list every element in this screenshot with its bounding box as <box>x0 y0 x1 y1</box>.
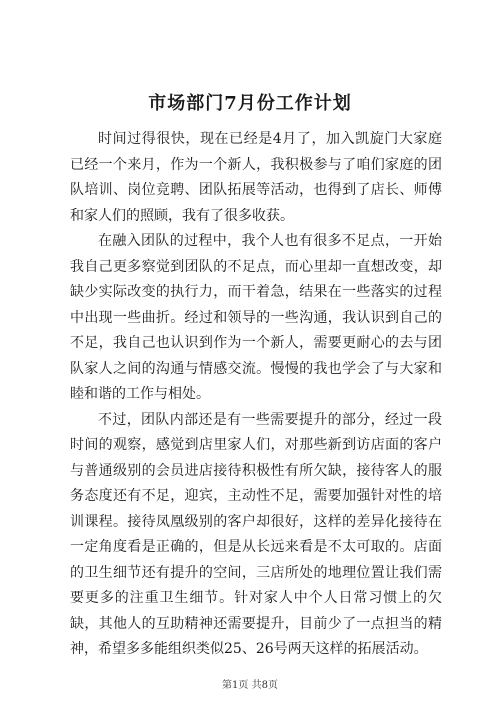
document-body <box>70 127 442 663</box>
paragraph-1: 时间过得很快，现在已经是4月了，加入凯旋门大家庭已经一个来月，作为一个新人，我积极参与了咱们家庭的团队培训、岗位竞聘、团队拓展等活动，也得到了店长、师傅和家人们的照顾，我有了很多收获。 <box>70 131 442 224</box>
document-title: 市场部门7月份工作计划 <box>148 93 352 114</box>
paragraph-2: 在融入团队的过程中，我个人也有很多不足点，一开始我自己更多察觉到团队的不足点，而心里却一直想改变，却缺少实际改变的执行力，而干着急，结果在一些落实的过程中出现一些曲折。经过和领导的一些沟通，我认识到自己的不足，我自己也认识到作为一个新人，需要更耐心的去与团队家人之间的沟通与情感交流。慢慢的我也学会了与大家和睦和谐的工作与相处。 <box>70 233 442 402</box>
page-number-footer: 第1页 共8页 <box>222 680 278 691</box>
paragraph-3: 不过，团队内部还是有一些需要提升的部分，经过一段时间的观察，感觉到店里家人们，对那些新到访店面的客户与普通级别的会员进店接待积极性有所欠缺，接待客人的服务态度还有不足，迎宾，主动性不足，需要加强针对性的培训课程。接待凤凰级别的客户却很好，这样的差异化接待在一定角度看是正确的，但是从长远来看是不太可取的。店面的卫生细节还有提升的空间，三店所处的地理位置让我们需要更多的注重卫生细节。针对家人中个人日常习惯上的欠缺，其他人的互助精神还需要提升，目前少了一点担当的精神，希望多多能组织类似25、26号两天这样的拓展活动。 <box>70 411 442 657</box>
